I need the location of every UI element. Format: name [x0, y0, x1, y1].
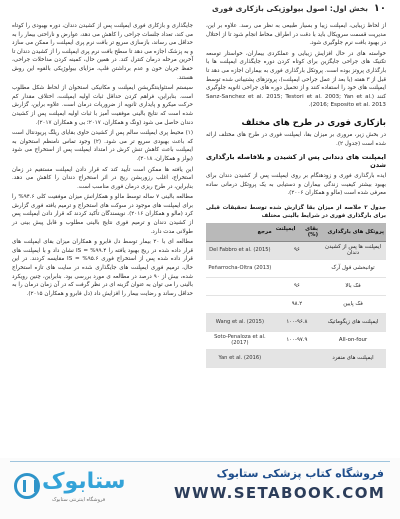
store-name: فروشگاه کتاب پزشکی ستابوک	[216, 467, 384, 480]
section-heading: بازکاری فوری در طرح های مختلف	[241, 117, 386, 128]
table-cell-ref: Soto-Penaloza et al. (2017)	[206, 331, 274, 349]
table-cell-ref: Wang et al. (2015)	[206, 313, 274, 331]
paragraph-text: خواسته های در حال افزایش زیبایی و عملکردی بیماران، خواستار توسعه تکنیک های جراحی جایگزین برای کوتاه کردن دوره جایگذاری ایمپلنت ها با بارگذاری پروتز بوده است. پروتکل بارگذاری فوری به بیماران اجازه می دهد تا قبل از ۳ هفته (یا بعد از عمل جراحی ایمپلنت)، پروتزهای پشتیبانی شده توسط ایمپلنت های خود را استفاده کنند و از تحمیل دوره های جراحی ثانویه جلوگیری کنند (	[206, 50, 387, 100]
table-cell-ref: Yan et al. (2016)	[206, 349, 274, 367]
paragraph: مطالعه بالینی ۷ ساله توسط مالو و همکارانش میزان موفقیت کلی ۹۴.۶% را برای ایمپلنت های موجود در سوکت های استخراج و ترمیم یافته فوری گزارش کرد (مالو و همکاران ۲۰۱۶). نویسندگان تأکید کردند که قرار دادن ایمپلنت پس از کشیدن دندان و ترمیم فوری نتایج بالینی مطلوب و قابل پیش بینی در طولانی مدت دارد.	[12, 194, 194, 235]
table-header: پروتکل های بارگذاری	[320, 223, 386, 242]
paragraph: ایده بارگذاری فوری و زودهنگام بر روی ایمپلنت پس از کشیدن دندان برای بهبود بیشتر کیفیت زندگی بیماران و دستیابی به یک پروتکل درمانی ساده معرفی شده است (مالو و همکاران ۲۰۰۶).	[206, 173, 386, 197]
table-row	[206, 295, 386, 313]
paragraph: جایگذاری و بازکاری فوری ایمپلنت پس از کشیدن دندان، دوره بهبودی را کوتاه می کند، تعداد جلسات جراحی را کاهش می دهد، عوارض و ناراحتی بیمار را به حداقل می رساند، بازسازی سریع تر بافت نرم پری ایمپلنت را ممکن می سازد و به پزشک اجازه می دهد تا سطح بافت نرم پری ایمپلنت را از کشیدن دندان تا آخرین مرحله درمان کنترل کند. در همین حال، کمینه کردن مداخلات جراحی، حفظ جریان خون و عدم برداشتن فلپ، مزایای بیولوژیکی بالقوه این روش هستند.	[12, 23, 193, 81]
table-cell-value: ۹۶	[274, 241, 320, 259]
setabook-logo[interactable]	[12, 467, 124, 513]
paragraph: در بخش زیر، مروری بر میزان بقا، ایمپلنت فوری در طرح های مختلف ارائه شده است (جدول ۲).	[206, 131, 386, 147]
paragraph: این یافته ها ممکن است تأیید کند که قرار دادن ایمپلنت مستقیم در زمان استخراج، اغلب رزوربشن ریج در اثر استخراج دندان را کاهش می دهد. بنابراین، در طرح ریزی درمان فوری مناسب است.	[12, 166, 193, 190]
page-header	[0, 0, 400, 16]
table-cell-value: ۱۰۰-۹۶.۸	[274, 313, 320, 331]
survival-table	[206, 223, 386, 368]
logo-mark-icon	[14, 473, 40, 499]
table-cell-ref: Peñarrocha-Oltra (2013)	[206, 259, 274, 277]
table-cell-ref	[206, 295, 274, 313]
table-cell-value	[274, 259, 320, 277]
paragraph: مطالعه ای با ۲۰ بیمار توسط دل فابرو و همکاران میزان بقای ایمپلنت های قرار داده شده در ریج بهبود یافته را ۹۹.۴% = IS نشان داد و با ایمپلنت های قرار داده شده پس از استخراج فوری ۹۵.۶% = IS مقایسه کردند. در این حال، ترمیم فوری ایمپلنت های جایگذاری شده در سایت های تازه استخراج شده، بیش از ۹۰ درصد در مطالعه ی مورد بررسی بود. بنابراین، چنین رویکرد بالینی را می توان به عنوان گزینه ای در نظر گرفت که در آن زمان درمان را به حداقل رساند و رضایت بیمار را افزایش داد (دل فابرو و همکاران ۲۰۱۵).	[12, 239, 193, 297]
table-cell-value	[274, 349, 320, 367]
table-cell-protocol: توانبخشی فول آرک	[320, 259, 386, 277]
table-cell-protocol: فک پایین	[320, 295, 386, 313]
subheading: ایمپلنت های دندانی پس از کشیدن و بلافاصله بارگذاری شدن	[206, 153, 386, 170]
logo-subtitle: فروشگاه اینترنتی ستابوک	[52, 497, 106, 503]
table-cell-ref	[206, 277, 274, 295]
table-cell-protocol: All-on-four	[320, 331, 386, 349]
table-cell-protocol: ایمپلنت های زیگوماتیک	[320, 313, 386, 331]
table-row	[206, 331, 386, 349]
page-number: ۱۰	[373, 3, 386, 14]
paragraph: سیستم استئواینتگریشن ایمپلنت و مکانیکی استخوان از لحاظ شکل مطلوب است. بنابراین، فراهم کردن حداقل ثبات اولیه ایمپلنت، اختلاف مقدار کم حرکت میکرو و پایداری ثانویه از ضروریات درمان است. علاوه براین، گزارش شده است که نتایج بالینی موفقیت آمیز با ثبات اولیه ایمپلنت پس از کشیدن دندان حاصل می شود (ونگ و همکاران، ۲۰۱۷؛ بی و همکاران ۲۰۱۷).	[12, 85, 193, 126]
reference-list: Sanz-Sanchez et al. 2015; Testori et al. 2003; Yan et al. 2016; Esposito et al. 2013	[206, 93, 386, 109]
table-row	[206, 241, 386, 259]
store-url-link[interactable]: WWW.SETABOOK.COM	[174, 484, 386, 502]
table-cell-value: ۱۰۰-۹۷.۹	[274, 331, 320, 349]
store-info	[174, 467, 384, 502]
right-column	[206, 22, 386, 368]
table-cell-value: ۹۶	[274, 277, 320, 295]
table-cell-protocol: فک بالا	[320, 277, 386, 295]
paragraph: (۱) محیط پری ایمپلنت سالم پس از کشیدن حاوی بقایای ریلگ پریودنتال است که باعث بهبودی سریع تر می شود. (۲) وجود تماس نامنظم استخوان به ایمپلنت باعث کاهش تنش کرش در امتداد ایمپلنت پس از استخراج می شود (بولز و همکاران، ۲۰۱۸).	[12, 130, 194, 162]
table-cell-protocol: ایمپلنت ها پس از کشیدن دندان	[320, 241, 386, 259]
table-row	[206, 277, 386, 295]
table-cell-ref: Del Fabbro et al. (2015)	[206, 241, 274, 259]
table-row	[206, 313, 386, 331]
running-title: بخش اول: اصول بیولوژیکی بازکاری فوری	[212, 4, 368, 13]
paragraph: از لحاظ زیبایی، ایمپلنت زیبا و بسیار طبیعی به نظر می رسد. علاوه بر این، مدیریت قسمت سرویکال باید با دقت در اطراف مخاط انجام شود تا از اختلال در بهبود بافت نرم جلوگیری شود.	[206, 23, 386, 47]
table-header-row	[206, 223, 386, 242]
footer-divider	[10, 461, 390, 462]
table-row	[206, 259, 386, 277]
left-column	[12, 22, 193, 300]
table-cell-protocol: ایمپلنت های منفرد	[320, 349, 386, 367]
paragraph: خواسته های در حال افزایش زیبایی و عملکردی بیماران، خواستار توسعه تکنیک های جراحی جایگزین برای کوتاه کردن دوره جایگذاری ایمپلنت ها با بارگذاری پروتز بوده است. پروتکل بارگذاری فوری به بیماران اجازه می دهد تا قبل از ۳ هفته (یا بعد از عمل جراحی ایمپلنت)، پروتزهای پشتیبانی شده توسط ایمپلنت های خود را استفاده کنند و از تحمیل دوره های جراحی ثانویه جلوگیری کنند (Sanz-Sanchez et al. 2015; Testori et al. 2003; Yan et al. 2016; Esposito et al. 2013).	[206, 50, 387, 109]
table-row	[206, 349, 386, 367]
table-header: بقای ایمپلنت (%)	[274, 223, 320, 242]
table-cell-value: ۹۸.۲	[274, 295, 320, 313]
table-caption: جدول ۲ خلاصه از میزان بقا گزارش شده توسط تحقیقات قبلی برای بارگذاری فوری در شرایط بالینی مختلف	[206, 204, 386, 219]
logo-word: ستابوک	[42, 469, 126, 494]
footer-banner	[0, 458, 400, 519]
table-header: مرجع	[206, 223, 274, 242]
